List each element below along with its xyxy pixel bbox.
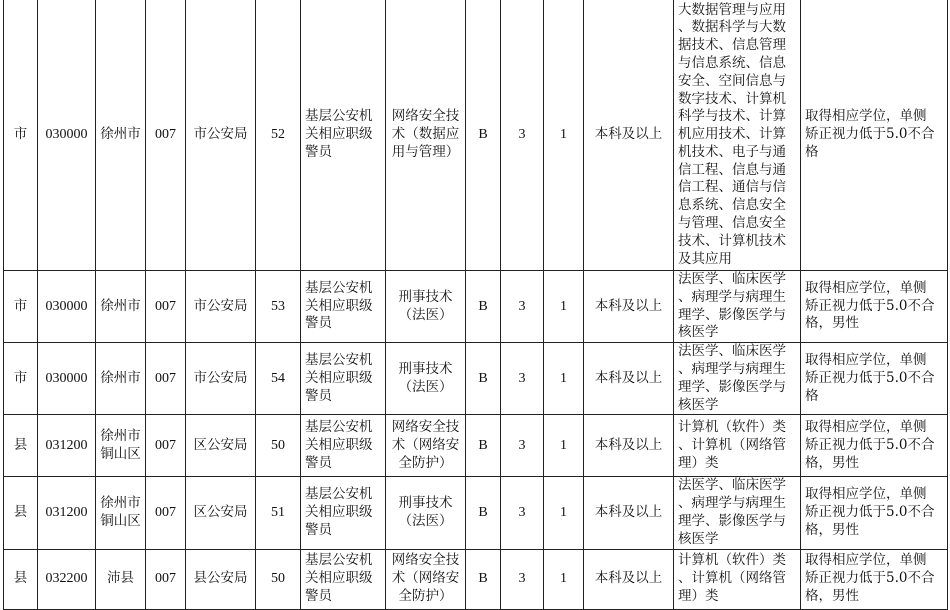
ratio-cell: 3	[501, 549, 544, 609]
department-cell: 区公安局	[186, 415, 256, 477]
post-category-cell: 网络安全技 术（网络安 全防护）	[386, 415, 466, 477]
level-cell: 市	[4, 343, 38, 415]
dept-code-cell: 007	[146, 549, 186, 609]
area-cell: 徐州市	[96, 271, 146, 343]
notes-cell: 取得相应学位，单侧 矫正视力低于5.0不合 格	[801, 343, 948, 415]
notes-cell: 取得相应学位，单侧 矫正视力低于5.0不合 格	[801, 0, 948, 271]
hire-count-cell: 1	[544, 477, 584, 549]
exam-type-cell: B	[466, 271, 501, 343]
level-cell: 市	[4, 0, 38, 271]
ratio-cell: 3	[501, 271, 544, 343]
level-cell: 县	[4, 477, 38, 549]
ratio-cell: 3	[501, 477, 544, 549]
post-code-cell: 50	[256, 549, 301, 609]
notes-cell: 取得相应学位，单侧 矫正视力低于5.0不合 格，男性	[801, 549, 948, 609]
post-name-cell: 基层公安机 关相应职级 警员	[301, 549, 386, 609]
post-category-cell: 网络安全技 术（网络安 全防护）	[386, 549, 466, 609]
ratio-cell: 3	[501, 415, 544, 477]
post-category-cell: 刑事技术 （法医）	[386, 271, 466, 343]
post-code-cell: 52	[256, 0, 301, 271]
hire-count-cell: 1	[544, 343, 584, 415]
table-row	[4, 549, 948, 609]
post-category-cell: 网络安全技 术（数据应 用与管理）	[386, 0, 466, 271]
department-cell: 市公安局	[186, 0, 256, 271]
exam-type-cell: B	[466, 343, 501, 415]
notes-cell: 取得相应学位，单侧 矫正视力低于5.0不合 格，男性	[801, 415, 948, 477]
exam-type-cell: B	[466, 0, 501, 271]
hire-count-cell: 1	[544, 415, 584, 477]
code-cell: 030000	[38, 271, 96, 343]
code-cell: 031200	[38, 415, 96, 477]
education-cell: 本科及以上	[584, 477, 674, 549]
major-cell: 法医学、临床医学 、病理学与病理生 理学、影像医学与 核医学	[674, 343, 801, 415]
level-cell: 县	[4, 415, 38, 477]
ratio-cell: 3	[501, 343, 544, 415]
hire-count-cell: 1	[544, 271, 584, 343]
area-cell: 沛县	[96, 549, 146, 609]
ratio-cell: 3	[501, 0, 544, 271]
code-cell: 031200	[38, 477, 96, 549]
major-cell: 大数据管理与应用 、数据科学与大数 据技术、信息管理 与信息系统、信息 安全、空间信息与 数字技术、计算机 科学与技术、计算 机应用技术、计算 机技术、电子与通 信工程、信息与通 信工程、通信与信 息系统、信息安全 与管理、信息安全 技术、计算机技术 及其应用	[674, 0, 801, 271]
major-cell: 法医学、临床医学 、病理学与病理生 理学、影像医学与 核医学	[674, 477, 801, 549]
level-cell: 县	[4, 549, 38, 609]
dept-code-cell: 007	[146, 415, 186, 477]
recruitment-table	[3, 0, 948, 610]
major-cell: 计算机（软件）类 、计算机（网络管 理）类	[674, 415, 801, 477]
post-code-cell: 51	[256, 477, 301, 549]
education-cell: 本科及以上	[584, 415, 674, 477]
table-row	[4, 477, 948, 549]
post-name-cell: 基层公安机 关相应职级 警员	[301, 477, 386, 549]
dept-code-cell: 007	[146, 0, 186, 271]
department-cell: 市公安局	[186, 271, 256, 343]
post-name-cell: 基层公安机 关相应职级 警员	[301, 0, 386, 271]
major-cell: 计算机（软件）类 、计算机（网络管 理）类	[674, 549, 801, 609]
department-cell: 市公安局	[186, 343, 256, 415]
table-row	[4, 415, 948, 477]
post-code-cell: 53	[256, 271, 301, 343]
exam-type-cell: B	[466, 549, 501, 609]
education-cell: 本科及以上	[584, 0, 674, 271]
level-cell: 市	[4, 271, 38, 343]
post-name-cell: 基层公安机 关相应职级 警员	[301, 271, 386, 343]
post-code-cell: 54	[256, 343, 301, 415]
education-cell: 本科及以上	[584, 343, 674, 415]
education-cell: 本科及以上	[584, 271, 674, 343]
code-cell: 030000	[38, 0, 96, 271]
notes-cell: 取得相应学位，单侧 矫正视力低于5.0不合 格，男性	[801, 271, 948, 343]
exam-type-cell: B	[466, 477, 501, 549]
area-cell: 徐州市	[96, 0, 146, 271]
major-cell: 法医学、临床医学 、病理学与病理生 理学、影像医学与 核医学	[674, 271, 801, 343]
area-cell: 徐州市	[96, 343, 146, 415]
table-row	[4, 343, 948, 415]
area-cell: 徐州市 铜山区	[96, 477, 146, 549]
post-code-cell: 50	[256, 415, 301, 477]
notes-cell: 取得相应学位，单侧 矫正视力低于5.0不合 格，男性	[801, 477, 948, 549]
department-cell: 区公安局	[186, 477, 256, 549]
code-cell: 032200	[38, 549, 96, 609]
table-row	[4, 271, 948, 343]
hire-count-cell: 1	[544, 0, 584, 271]
post-category-cell: 刑事技术 （法医）	[386, 477, 466, 549]
hire-count-cell: 1	[544, 549, 584, 609]
post-name-cell: 基层公安机 关相应职级 警员	[301, 343, 386, 415]
education-cell: 本科及以上	[584, 549, 674, 609]
exam-type-cell: B	[466, 415, 501, 477]
post-category-cell: 刑事技术 （法医）	[386, 343, 466, 415]
dept-code-cell: 007	[146, 343, 186, 415]
dept-code-cell: 007	[146, 271, 186, 343]
dept-code-cell: 007	[146, 477, 186, 549]
area-cell: 徐州市 铜山区	[96, 415, 146, 477]
code-cell: 030000	[38, 343, 96, 415]
table-row	[4, 0, 948, 271]
department-cell: 县公安局	[186, 549, 256, 609]
post-name-cell: 基层公安机 关相应职级 警员	[301, 415, 386, 477]
